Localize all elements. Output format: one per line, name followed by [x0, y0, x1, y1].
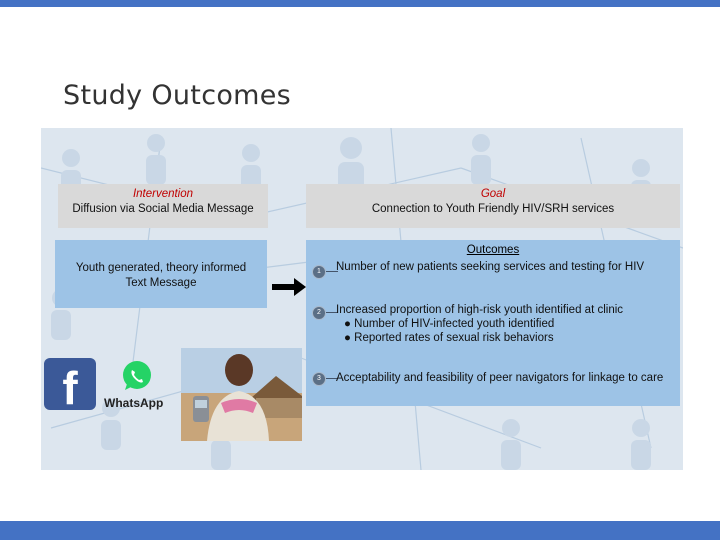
- arrow-right-icon: [272, 278, 308, 296]
- intervention-heading: Intervention: [132, 188, 194, 200]
- outcome-item-3: Acceptability and feasibility of peer navigators for linkage to care: [336, 372, 664, 384]
- whatsapp-label: WhatsApp: [104, 396, 164, 410]
- top-accent-bar: [0, 0, 720, 7]
- slide-title: Study Outcomes: [63, 80, 292, 111]
- goal-text: Connection to Youth Friendly HIV/SRH services: [371, 203, 615, 215]
- outcomes-heading: Outcomes: [466, 244, 520, 256]
- youth-with-phone-photo: [181, 348, 302, 441]
- outcome-number-1: 1: [312, 265, 326, 279]
- bottom-accent-bar: [0, 521, 720, 540]
- outcome-number-3: 3: [312, 372, 326, 386]
- intervention-box: [58, 184, 268, 228]
- whatsapp-logo-icon: [121, 360, 153, 392]
- message-text: Youth generated, theory informed Text Message: [75, 262, 247, 289]
- message-box: [55, 240, 267, 308]
- outcome-sub-bullet: ● Number of HIV-infected youth identified: [344, 318, 555, 330]
- outcome-item-1: Number of new patients seeking services and testing for HIV: [336, 261, 645, 273]
- outcomes-box: [306, 240, 680, 406]
- facebook-logo-icon: f: [44, 358, 96, 410]
- outcome-item-2: Increased proportion of high-risk youth identified at clinic ● Number of HIV-infected youth identified ● Reported rates of sexual risk behaviors: [336, 303, 666, 345]
- photo-illustration: [181, 348, 302, 441]
- intervention-text: Diffusion via Social Media Message: [72, 203, 254, 215]
- goal-box: [306, 184, 680, 228]
- goal-heading: Goal: [480, 188, 506, 200]
- outcome-sub-bullet: ● Reported rates of sexual risk behaviors: [344, 332, 554, 344]
- outcome-number-2: 2: [312, 306, 326, 320]
